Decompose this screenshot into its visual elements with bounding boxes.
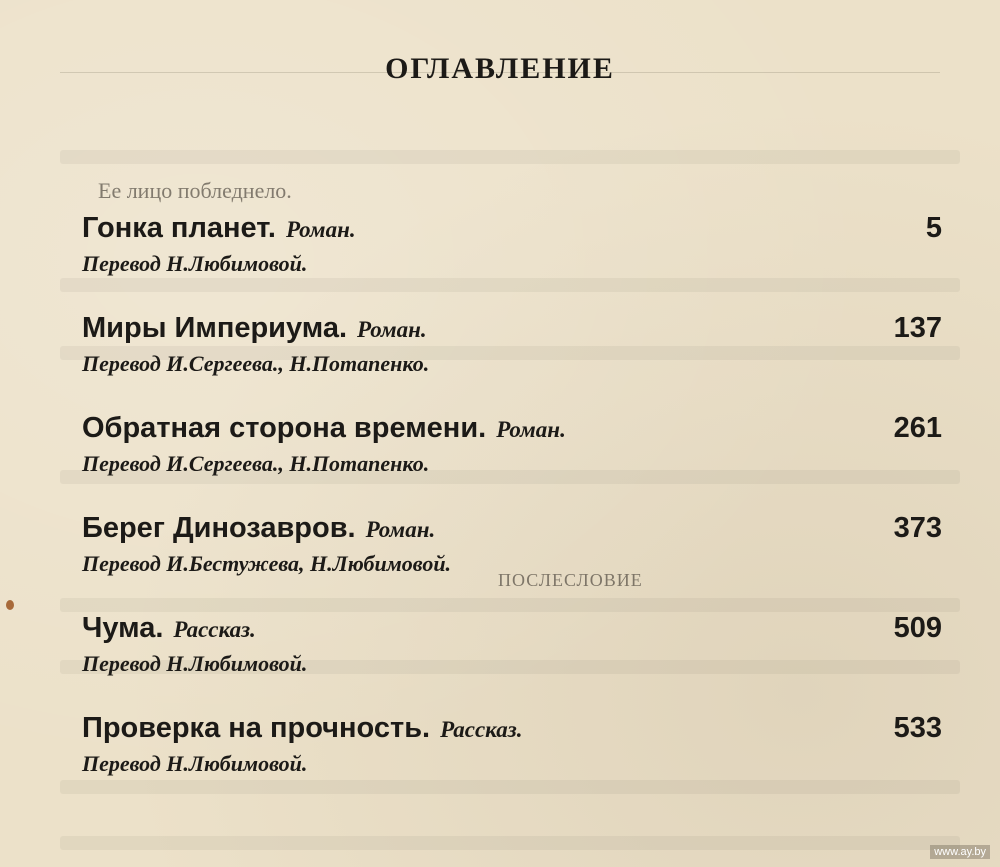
table-of-contents	[82, 208, 942, 808]
toc-entry-translator: Перевод И.Бестужева, Н.Любимовой.	[82, 551, 452, 576]
toc-entry-heading	[82, 408, 566, 450]
toc-entry-line	[82, 508, 942, 550]
toc-entry-title: Проверка на прочность.	[82, 712, 431, 744]
toc-entry	[82, 708, 942, 808]
bleed-through-heading: ПОСЛЕСЛОВИЕ	[498, 570, 643, 590]
toc-entry-translator: Перевод И.Сергеева., Н.Потапенко.	[82, 351, 430, 376]
bleed-through-text: Ее лицо побледнело.	[98, 178, 292, 203]
toc-entry-heading	[82, 308, 427, 350]
toc-entry-page: 137	[893, 312, 942, 344]
toc-entry-line	[82, 408, 942, 450]
toc-entry	[82, 308, 942, 408]
toc-entry-title: Берег Динозавров.	[82, 512, 356, 544]
toc-entry-translator: Перевод И.Сергеева., Н.Потапенко.	[82, 451, 430, 476]
toc-entry-line	[82, 208, 942, 250]
toc-entry-page: 533	[893, 712, 942, 744]
toc-entry-genre: Рассказ.	[173, 617, 256, 642]
toc-entry	[82, 608, 942, 708]
page-title: ОГЛАВЛЕНИЕ	[385, 52, 615, 85]
toc-entry-title: Миры Империума.	[82, 312, 348, 344]
toc-entry-genre: Роман.	[496, 417, 566, 442]
toc-entry-translator: Перевод Н.Любимовой.	[82, 251, 308, 276]
toc-entry-line	[82, 708, 942, 750]
toc-entry-heading	[82, 608, 256, 650]
toc-entry-translator: Перевод Н.Любимовой.	[82, 651, 308, 676]
watermark: www.ay.by	[930, 845, 990, 859]
toc-entry	[82, 208, 942, 308]
toc-entry-line	[82, 308, 942, 350]
toc-entry-heading	[82, 708, 523, 750]
toc-entry-heading	[82, 208, 356, 250]
toc-entry	[82, 408, 942, 508]
toc-entry-genre: Роман.	[365, 517, 436, 542]
toc-entry-line	[82, 608, 942, 650]
toc-entry-genre: Рассказ.	[440, 717, 523, 742]
bleed-through-line	[60, 836, 960, 850]
paper-stain	[6, 600, 14, 610]
bleed-through-line	[60, 150, 960, 164]
toc-entry-page: 373	[893, 512, 942, 544]
toc-entry-title: Обратная сторона времени.	[82, 412, 487, 444]
toc-entry	[82, 508, 942, 608]
toc-entry-page: 509	[893, 612, 942, 644]
toc-entry-translator: Перевод Н.Любимовой.	[82, 751, 308, 776]
toc-entry-heading	[82, 508, 435, 550]
toc-entry-title: Гонка планет.	[82, 212, 276, 244]
toc-entry-page: 261	[893, 412, 942, 444]
toc-entry-genre: Роман.	[285, 217, 356, 242]
toc-entry-title: Чума.	[82, 612, 164, 644]
toc-entry-page: 5	[925, 212, 942, 244]
toc-entry-genre: Роман.	[357, 317, 427, 342]
